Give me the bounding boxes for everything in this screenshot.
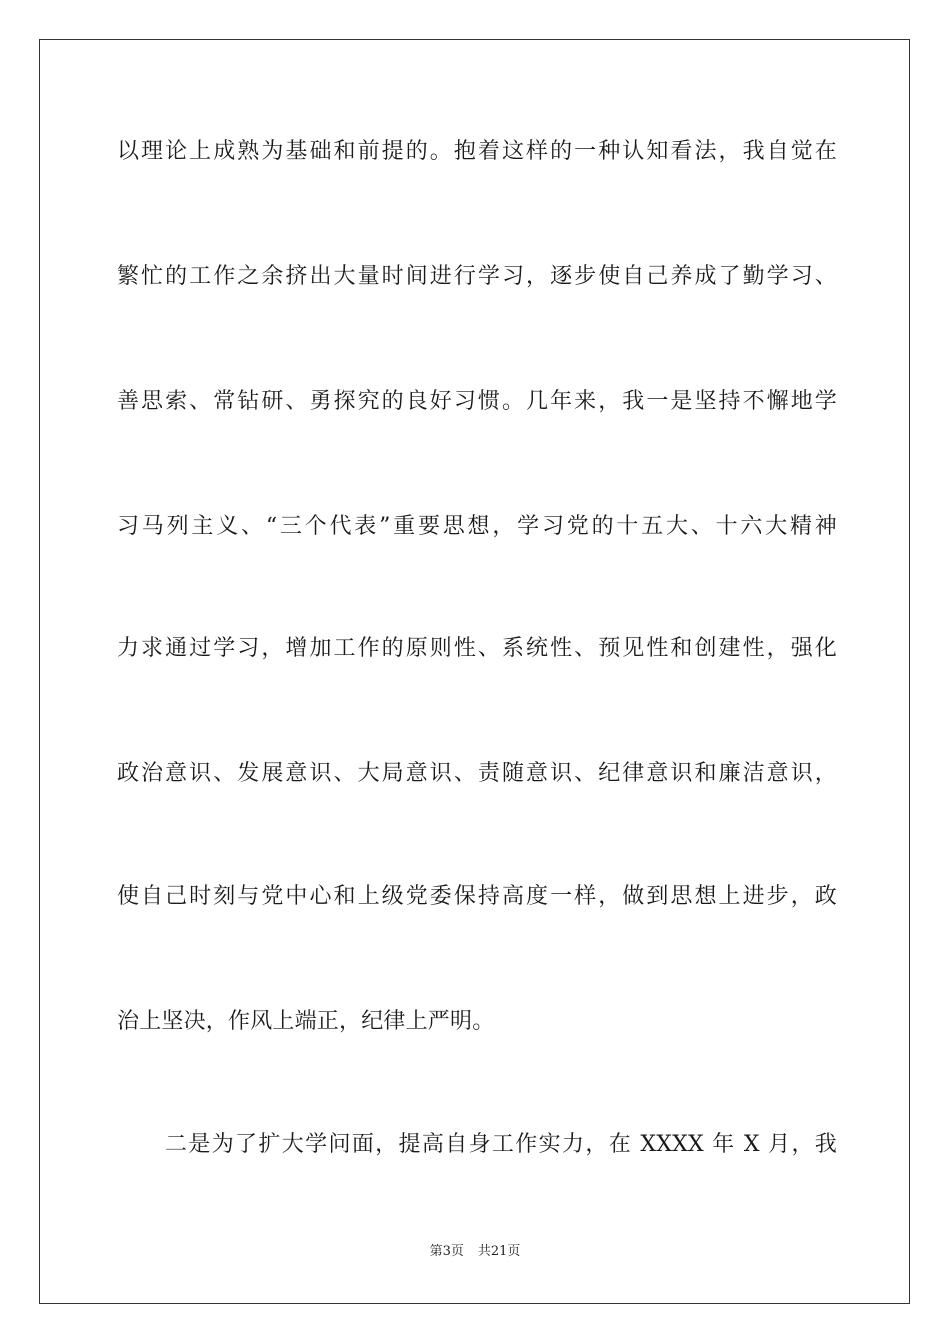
body-line-6: 政治意识、发展意识、大局意识、责随意识、纪律意识和廉洁意识， — [117, 761, 837, 786]
body-line-8: 治上坚决，作风上端正，纪律上严明。 — [117, 1009, 495, 1034]
body-line-7: 使自己时刻与党中心和上级党委保持高度一样，做到思想上进步，政 — [117, 884, 837, 909]
page-border — [39, 39, 910, 1304]
body-line-1: 以理论上成熟为基础和前提的。抱着这样的一种认知看法，我自觉在 — [117, 139, 837, 164]
body-line-4: 习马列主义、“三个代表”重要思想，学习党的十五大、十六大精神 — [117, 514, 837, 539]
page-number-current: 第3页 — [429, 1244, 464, 1259]
page-number-total: 共21页 — [477, 1244, 521, 1259]
page-footer — [0, 1243, 950, 1261]
body-line-5: 力求通过学习，增加工作的原则性、系统性、预见性和创建性，强化 — [117, 636, 837, 661]
body-line-3: 善思索、常钻研、勇探究的良好习惯。几年来，我一是坚持不懈地学 — [117, 389, 837, 414]
body-line-9: 二是为了扩大学问面，提高自身工作实力，在 XXXX 年 X 月，我 — [165, 1132, 837, 1157]
body-line-2: 繁忙的工作之余挤出大量时间进行学习，逐步使自己养成了勤学习、 — [117, 264, 837, 289]
